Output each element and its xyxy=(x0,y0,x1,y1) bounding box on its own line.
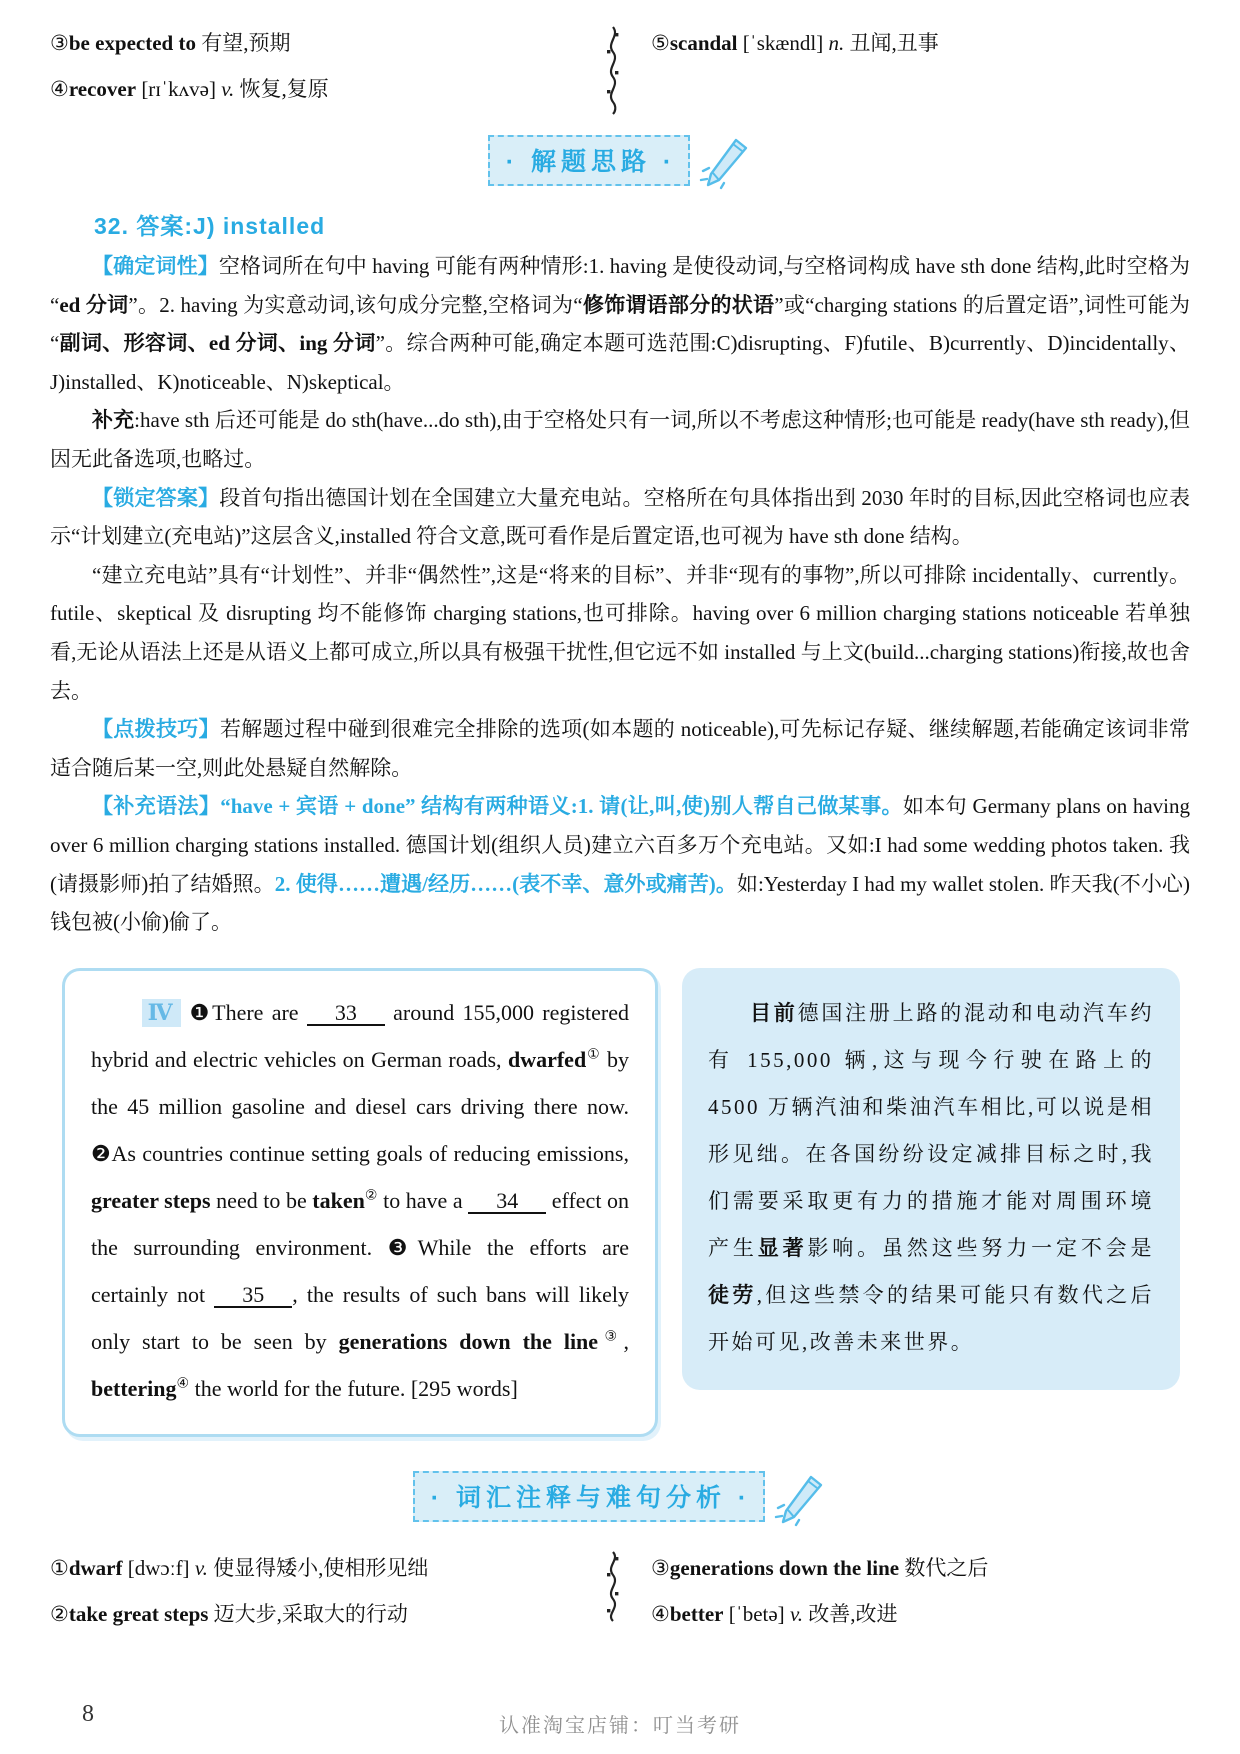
pencil-icon xyxy=(698,136,752,194)
bottom-vocab-left-column xyxy=(50,1545,605,1637)
passage-box: Ⅳ ❶There are 33 around 155,000 registered hybrid and electric vehicles on German roads, dwarfed① by the 45 million gasoline and diesel cars driving there now. ❷As countries continue setting goals of reducing emissions, greater steps need to be taken② to have a 34 effect on the surrounding environment. ❸While the efforts are certainly not 35 , the results of such bans will likely only start to be seen by generations down the line③, bettering④ the world for the future. [295 words] xyxy=(62,968,658,1437)
squiggle-divider-icon xyxy=(605,24,621,116)
analysis-paragraph: 【点拨技巧】若解题过程中碰到很难完全排除的选项(如本题的 noticeable),可先标记存疑、继续解题,若能确定该词非常适合随后某一空,则此处悬疑自然解除。 xyxy=(50,717,1191,780)
page-number: 8 xyxy=(82,1701,94,1727)
analysis-paragraph: “建立充电站”具有“计划性”、并非“偶然性”,这是“将来的目标”、并非“现有的事物”,所以可排除 incidentally、currently。futile、skeptical 及 disrupting 均不能修饰 charging stations,也可排除。having over 6 million charging stations noticeable 若单独看,无论从语法上还是从语义上都可成立,所以具有极强干扰性,但它远不如 installed 与上文(build...charging stations)衔接,故也舍去。 xyxy=(50,562,1190,703)
solution-badge: · 解题思路 · xyxy=(488,135,691,186)
vocab-item: ③be expected to 有望,预期 xyxy=(50,31,291,55)
vocab-badge-row xyxy=(50,1463,1190,1531)
analysis-paragraph: 【锁定答案】段首句指出德国计划在全国建立大量充电站。空格所在句具体指出到 2030 年时的目标,因此空格词也应表示“计划建立(充电站)”这层含义,installed 符合文意,既可看作是后置定语,也可视为 have sth done 结构。 xyxy=(50,485,1191,549)
top-vocab-left-column xyxy=(50,20,605,112)
vocab-item: ②take great steps 迈大步,采取大的行动 xyxy=(50,1601,408,1626)
squiggle-divider-icon xyxy=(605,1549,621,1623)
vocab-item: ③generations down the line 数代之后 xyxy=(651,1555,989,1580)
bottom-vocab-section xyxy=(50,1545,1190,1637)
vocab-item: ④better [ˈbetə] v. 改善,改进 xyxy=(651,1601,898,1626)
vocab-item: ⑤scandal [ˈskændl] n. 丑闻,丑事 xyxy=(651,31,939,55)
analysis-paragraph: 补充:have sth 后还可能是 do sth(have...do sth),由于空格处只有一词,所以不考虑这种情形;也可能是 ready(have sth ready),但因无此备选项,也略过。 xyxy=(50,408,1190,471)
analysis-paragraph: 【确定词性】空格词所在句中 having 可能有两种情形:1. having 是使役动词,与空格词构成 have sth done 结构,此时空格为“ed 分词”。2. having 为实意动词,该句成分完整,空格词为“修饰谓语部分的状语”或“charging stations 的后置定语”,词性可能为“副词、形容词、ed 分词、ing 分词”。综合两种可能,确定本题可选范围:C)disrupting、F)futile、B)currently、D)incidentally、J)installed、K)noticeable、N)skeptical。 xyxy=(50,254,1191,394)
footer-note: 认准淘宝店铺：叮当考研 xyxy=(499,1715,741,1737)
vocab-notes-badge: · 词汇注释与难句分析 · xyxy=(413,1471,766,1522)
solution-badge-row xyxy=(50,126,1190,194)
passage-section xyxy=(62,968,1180,1437)
pencil-icon xyxy=(773,1473,827,1531)
translation-box: 目前德国注册上路的混动和电动汽车约有 155,000 辆,这与现今行驶在路上的 4500 万辆汽油和柴油汽车相比,可以说是相形见绌。在各国纷纷设定减排目标之时,我们需要采取更有力的措施才能对周围环境产生显著影响。虽然这些努力一定不会是徒劳,但这些禁令的结果可能只有数代之后开始可见,改善未来世界。 xyxy=(682,968,1180,1390)
top-vocab-right-column xyxy=(621,20,1190,66)
vocab-item: ①dwarf [dwɔːf] v. 使显得矮小,使相形见绌 xyxy=(50,1555,429,1580)
answer-heading: 32. 答案:J) installed xyxy=(94,213,326,239)
bottom-vocab-right-column xyxy=(621,1545,1190,1637)
analysis-paragraph: 【补充语法】“have + 宾语 + done” 结构有两种语义:1. 请(让,叫,使)别人帮自己做某事。如本句 Germany plans on having over 6 million charging stations installed. 德国计划(组织人员)建立六百多万个充电站。又如:I had some wedding photos taken. 我(请摄影师)拍了结婚照。2. 使得……遭遇/经历……(表不幸、意外或痛苦)。如:Yesterday I had my wallet stolen. 昨天我(不小心)钱包被(小偷)偷了。 xyxy=(50,794,1191,935)
top-vocab-section xyxy=(50,20,1190,116)
vocab-item: ④recover [rɪˈkʌvə] v. 恢复,复原 xyxy=(50,77,329,101)
